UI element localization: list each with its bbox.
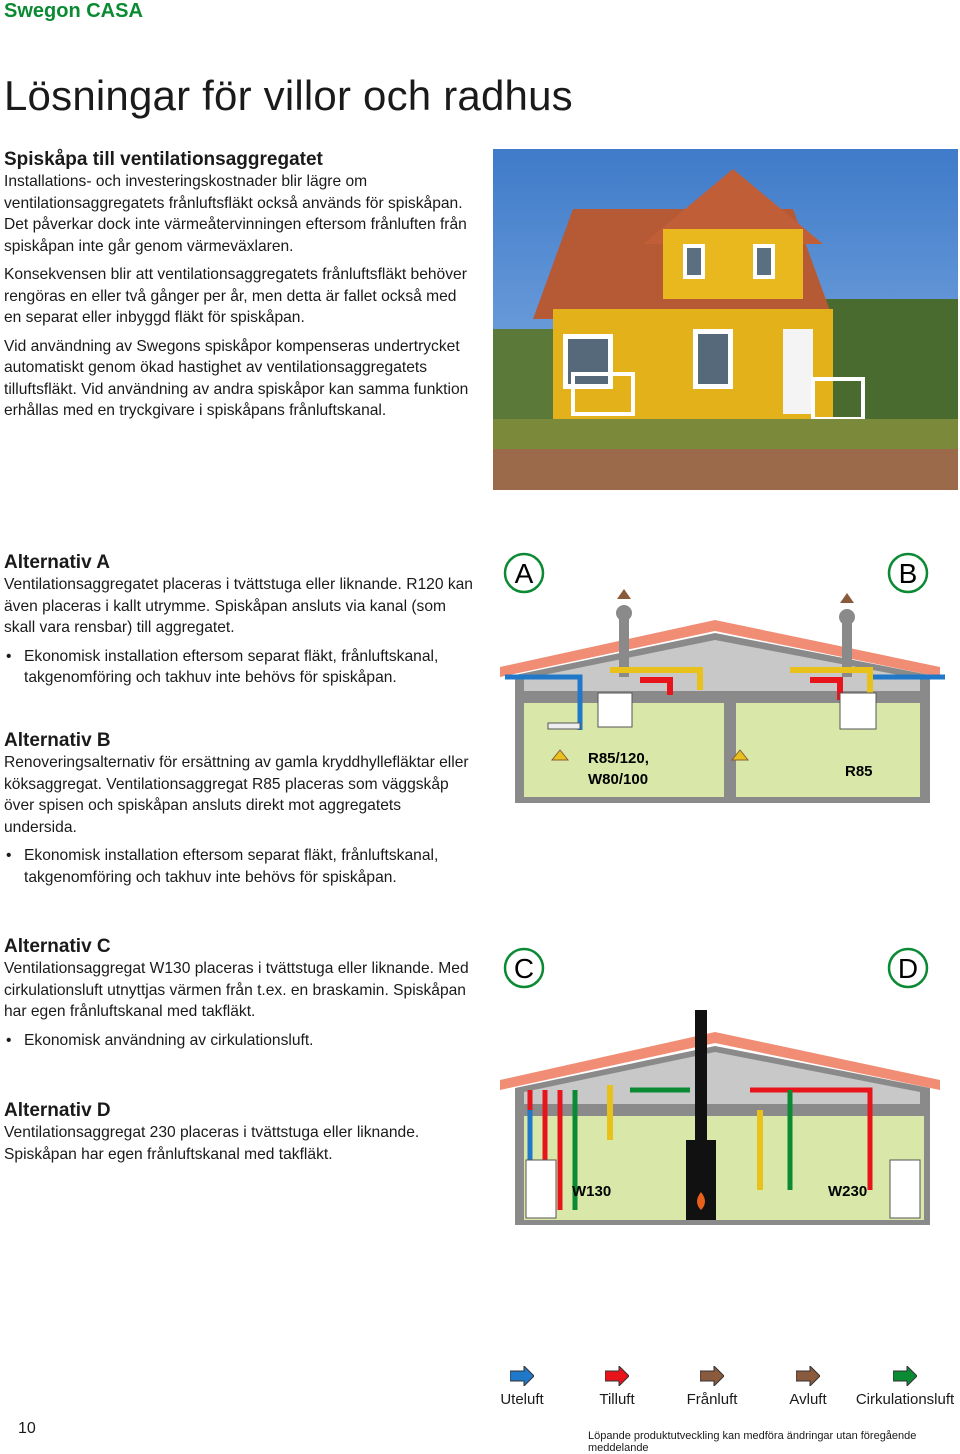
arrow-right-icon [605,1366,629,1386]
legend-label: Tilluft [599,1391,635,1408]
house-photo [493,149,958,490]
alternative-c-bullet: • Ekonomisk användning av cirkulationsluft. [4,1030,474,1052]
diagram-ab [490,545,960,805]
intro-paragraph-3: Vid användning av Swegons spiskåpor kompenseras undertrycket automatiskt genom ökad hastighet av ventilationsaggregatets tilluftsfläkt. Vid användning av andra spiskåpor kan samma funktion erhållas med en tryckgivare i spiskåpans frånluftskanal. [4,337,469,419]
arrow-right-icon [700,1366,724,1386]
alternative-a [4,551,474,689]
legend-item-franluft [662,1366,762,1408]
intro-section [4,148,474,429]
label-w80-100: W80/100 [588,771,649,788]
intro-paragraph-2: Konsekvensen blir att ventilationsaggregatets frånluftsfläkt behöver rengöras en eller två gånger per år, men detta är fallet också med en separat eller inbyggd fläkt för spiskåpan. [4,266,467,326]
alternative-c-text: Ventilationsaggregat W130 placeras i tvättstuga eller liknande. Med cirkulationsluft utnyttjas värmen från t.ex. en braskamin. Spiskåpan har egen frånluftskanal med takfläkt. [4,960,469,1020]
legend-label: Frånluft [686,1391,738,1408]
footer-note: Löpande produktutveckling kan medföra ändringar utan föregående meddelande [588,1430,917,1454]
alternative-a-heading: Alternativ A [4,552,110,573]
alternative-d [4,1099,474,1172]
alternative-d-heading: Alternativ D [4,1100,111,1121]
letter-c: C [513,953,535,984]
legend-item-uteluft [472,1366,572,1408]
letter-a: A [514,558,534,589]
page-title: Lösningar för villor och radhus [4,72,573,119]
label-r85: R85 [845,763,873,780]
intro-heading: Spiskåpa till ventilationsaggregatet [4,149,323,170]
legend-label: Cirkulationsluft [855,1391,955,1408]
arrow-right-icon [510,1366,534,1386]
alternative-b-text: Renoveringsalternativ för ersättning av gamla kryddhyllefläktar eller köksaggregat. Ventilationsaggregat R85 placeras som väggskåp över spisen och spiskåpan ansluts direkt mot aggregatets undersida. [4,754,469,836]
page-number: 10 [18,1420,36,1437]
legend-label: Avluft [789,1391,827,1408]
alternative-b-bullet: • Ekonomisk installation eftersom separat fläkt, frånluftskanal, takgenomföring och takhuv inte behövs för spiskåpan. [4,845,474,888]
letter-b: B [898,558,918,589]
legend-label: Uteluft [500,1391,544,1408]
label-w230: W230 [828,1183,868,1200]
alternative-b [4,729,474,888]
arrow-right-icon [796,1366,820,1386]
intro-paragraph-1: Installations- och investeringskostnader blir lägre om ventilationsaggregatets frånluftsfläkt också används för spiskåpan. Det påverkar dock inte värmeåtervinningen eftersom frånluften från spiskåpan inte går genom värmeväxlaren. [4,173,467,255]
label-r85-120: R85/120, [588,750,649,767]
alternative-a-text: Ventilationsaggregatet placeras i tvättstuga eller liknande. R120 kan även placeras i kallt utrymme. Spiskåpan ansluts via kanal (som skall vara rensbar) till aggregatet. [4,576,473,636]
airflow-legend [490,1366,960,1416]
alternative-a-bullet: • Ekonomisk installation eftersom separat fläkt, frånluftskanal, takgenomföring och takhuv inte behövs för spiskåpan. [4,646,474,689]
legend-item-avluft [758,1366,858,1408]
brand-name: Swegon CASA [4,0,143,22]
alternative-c [4,935,474,1051]
diagram-cd [490,940,960,1200]
arrow-right-icon [893,1366,917,1386]
letter-d: D [897,953,919,984]
legend-item-tilluft [567,1366,667,1408]
legend-item-cirkulationsluft [850,1366,960,1408]
label-w130: W130 [572,1183,612,1200]
alternative-d-text: Ventilationsaggregat 230 placeras i tvättstuga eller liknande. Spiskåpan har egen frånluftskanal med takfläkt. [4,1124,420,1163]
alternative-c-heading: Alternativ C [4,936,111,957]
alternative-b-heading: Alternativ B [4,730,111,751]
